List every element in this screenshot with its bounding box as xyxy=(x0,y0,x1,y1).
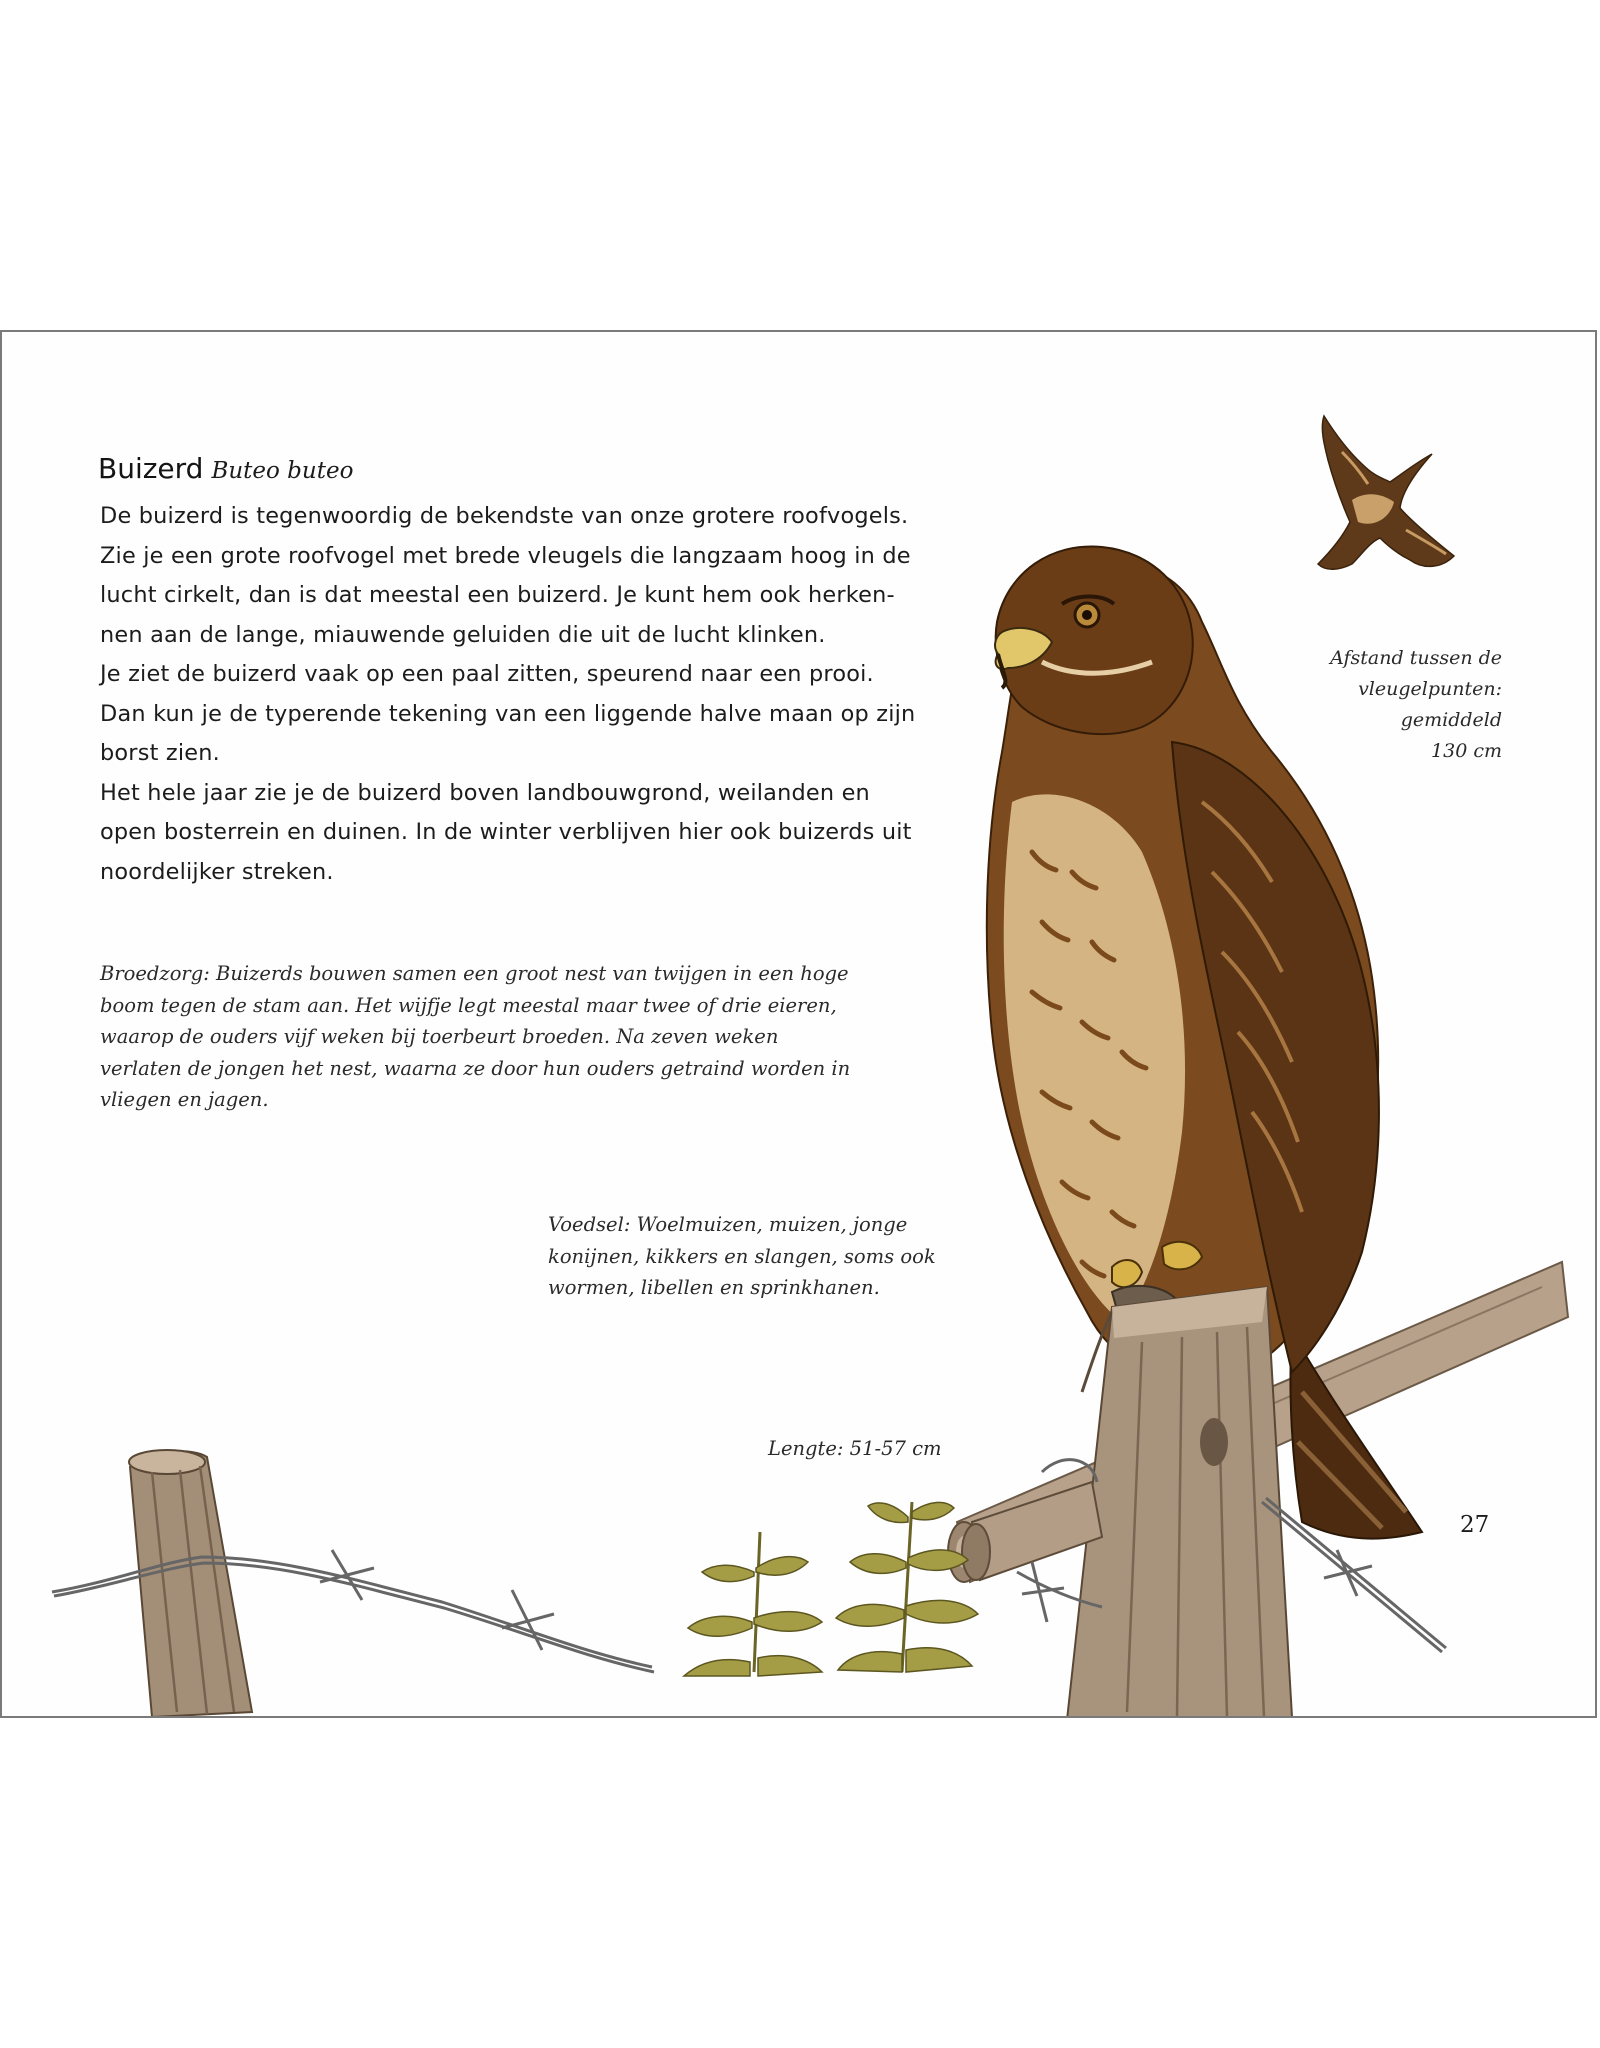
broedzorg-note xyxy=(100,958,960,1116)
fence-post-illustration xyxy=(1067,1287,1292,1718)
note-line: vliegen en jagen. xyxy=(100,1088,269,1111)
caption-line: vleugelpunten: xyxy=(1358,678,1502,700)
description-text xyxy=(100,497,960,892)
text-line: lucht cirkelt, dan is dat meestal een buizerd. Je kunt hem ook herken- xyxy=(100,582,895,608)
text-line: borst zien. xyxy=(100,740,220,766)
note-line: waarop de ouders vijf weken bij toerbeurt broeden. Na zeven weken xyxy=(100,1025,779,1048)
flying-buzzard-illustration xyxy=(1318,416,1454,569)
note-line: Voedsel: Woelmuizen, muizen, jonge xyxy=(548,1213,908,1236)
text-line: Het hele jaar zie je de buizerd boven landbouwgrond, weilanden en xyxy=(100,779,870,806)
caption-line: gemiddeld xyxy=(1400,709,1502,731)
text-line: De buizerd is tegenwoordig de bekendste van onze grotere roofvogels. xyxy=(100,503,909,529)
note-line: konijnen, kikkers en slangen, soms ook xyxy=(548,1244,936,1268)
note-line: verlaten de jongen het nest, waarna ze door hun ouders getraind worden in xyxy=(100,1056,851,1080)
latin-name: Buteo buteo xyxy=(211,458,354,484)
text-line: open bosterrein en duinen. In de winter verblijven hier ook buizerds uit xyxy=(100,819,912,845)
book-page xyxy=(0,330,1597,1718)
note-line: boom tegen de stam aan. Het wijfje legt meestal maar twee of drie eieren, xyxy=(100,993,837,1017)
note-line: Broedzorg: Buizerds bouwen samen een groot nest van twijgen in een hoge xyxy=(100,962,849,985)
common-name: Buizerd xyxy=(98,452,204,485)
species-heading xyxy=(98,452,353,485)
left-post-illustration xyxy=(129,1450,252,1717)
caption-line: Afstand tussen de xyxy=(1330,647,1502,669)
text-line: noordelijker streken. xyxy=(100,858,334,885)
voedsel-note xyxy=(548,1209,968,1304)
caption-line: 130 cm xyxy=(1431,740,1502,762)
note-line: wormen, libellen en sprinkhanen. xyxy=(548,1276,880,1299)
text-line: Je ziet de buizerd vaak op een paal zitten, speurend naar een prooi. xyxy=(100,661,874,687)
text-line: Dan kun je de typerende tekening van een liggende halve maan op zijn xyxy=(100,700,916,727)
text-line: Zie je een grote roofvogel met brede vleugels die langzaam hoog in de xyxy=(100,542,911,569)
nettle-plant-left-illustration xyxy=(684,1532,822,1676)
text-line: nen aan de lange, miauwende geluiden die uit de lucht klinken. xyxy=(100,621,826,648)
wingspan-caption xyxy=(1262,643,1502,767)
length-note: Lengte: 51-57 cm xyxy=(768,1437,942,1460)
page-number: 27 xyxy=(1460,1512,1490,1538)
